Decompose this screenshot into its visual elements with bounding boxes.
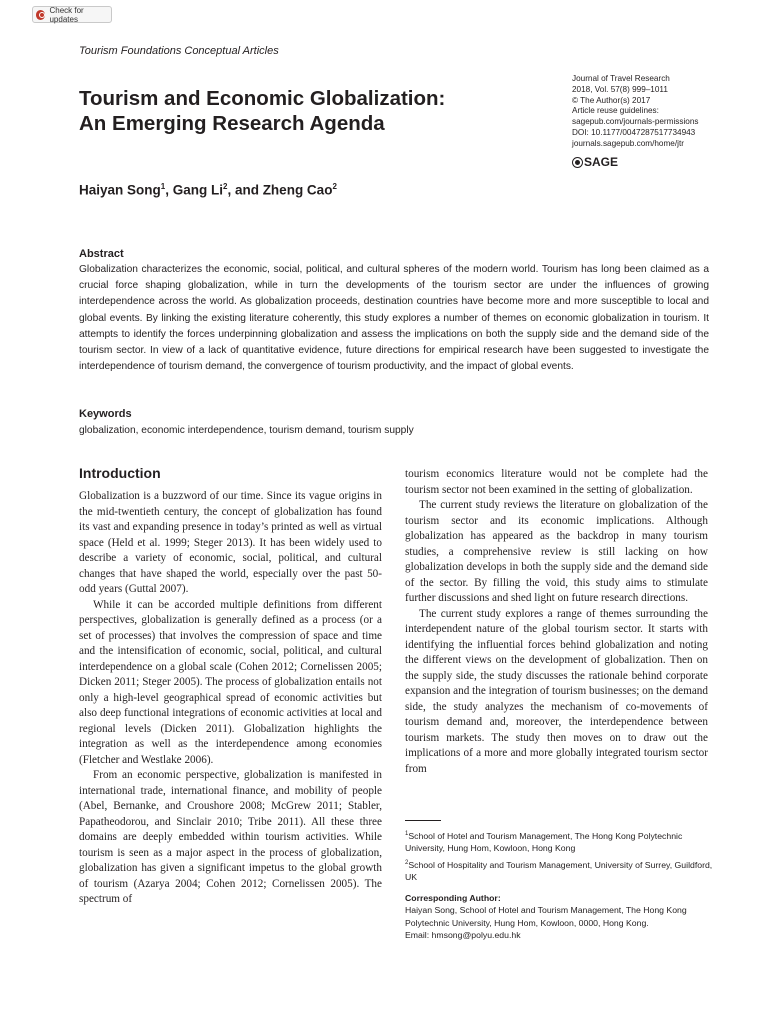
abstract-text: Globalization characterizes the economic, social, political, and cultural spheres of the modern world. Tourism has long been claimed as a crucial force shaping globalization, while in turn the developments of the tourism sector are under the influences of growing interdependence across the world. As globalization proceeds, destination countries have become more and more susceptible to local and global events. By linking the existing literature coherently, this study explores a number of themes on economic globalization in tourism. It attempts to identify the forces underpinning globalization and assess the implications on both the supply side and the demand side of the tourism sector. In view of a lack of quantitative evidence, future directions for empirical research have been suggested to investigate the interdependence of tourism demand, the convergence of tourism productivity, and the impact of global events. [79,264,709,373]
footnotes [405,828,715,942]
footnote-1 [405,828,715,855]
doi[interactable]: DOI: 10.1177/0047287517734943 [572,127,696,137]
paragraph: While it can be accorded multiple definitions from different perspectives, globalization is generally defined as a process (or a set of processes) that involves the compression of space and time and the intensification of economic, social, political, and cultural interdependence on a global scale (Cohen 2012; Cornelissen 2005; Dicken 2011; Steger 2005). The process of globalization entails not only a high-level geographical spread of economic activities but also deep functional integrations of economic activities at local and regional levels (Dicken 2011). Globalization highlights the integration as well as the interdependence among economies (Fletcher and Westlake 2006). [79,598,382,766]
paragraph: tourism economics literature would not be complete had the tourism sector not been examined in the setting of globalization. [405,468,708,496]
reuse-guidelines-label: Article reuse guidelines: [572,106,659,116]
journal-name: Journal of Travel Research [572,74,670,83]
check-for-updates-label: Check for updates [49,5,84,24]
corresponding-email[interactable]: Email: hmsong@polyu.edu.hk [405,930,521,941]
footnote-2-mark: 2 [405,859,409,866]
sage-mark-icon [572,157,583,168]
copyright: © The Author(s) 2017 [572,95,651,105]
footnote-divider [405,820,441,821]
author-3: , and Zheng Cao [227,182,333,198]
title-line-2: An Emerging Research Agenda [79,112,385,135]
section-label: Tourism Foundations Conceptual Articles [79,45,279,57]
permissions-link[interactable]: sagepub.com/journals-permissions [572,117,699,127]
journal-home-link[interactable]: journals.sagepub.com/home/jtr [572,138,684,148]
paragraph: The current study explores a range of themes surrounding the interdependent nature of the global tourism sector. It starts with identifying the influential forces behind globalization and noting the different views on the development of globalization. Then on the supply side, the study discusses the rationale behind corporate expansion and the integration of tourism businesses; on the demand side, the study analyzes the mechanism of co-movements of tourism demand and, moreover, the interdependence between tourism markets. The study then moves on to draw out the implications of a more and more globally integrated tourism sector from [405,607,708,775]
keywords-heading: Keywords [79,408,132,420]
left-column [79,489,382,908]
authors [79,182,337,198]
article-title [79,86,549,136]
author-3-affil: 2 [332,182,337,191]
paragraph: The current study reviews the literature on globalization of the tourism sector and its economic implications. Although globalization has appeared as the backdrop in many tourism studies, a comprehensive review is still lacking on how globalization develops in both the supply side and the demand side of the sector. By filling the void, this study aims to stimulate further discussions and shed light on future research directions. [405,499,708,604]
introduction-heading: Introduction [79,465,161,481]
footnote-2-text: School of Hospitality and Tourism Management, University of Surrey, Guildford, UK [405,859,713,883]
author-2: , Gang Li [165,182,223,198]
check-for-updates-button[interactable] [32,6,112,23]
journal-info [572,74,699,150]
keywords-text: globalization, economic interdependence, tourism demand, tourism supply [79,425,414,436]
author-1: Haiyan Song [79,182,161,198]
footnote-1-mark: 1 [405,831,409,837]
title-line-1: Tourism and Economic Globalization: [79,87,446,110]
update-badge-icon [36,10,45,20]
journal-volume: 2018, Vol. 57(8) 999–1011 [572,84,668,94]
author-1-affil: 1 [160,182,166,191]
publisher-name: SAGE [584,155,619,169]
footnote-2 [405,857,715,884]
right-column [405,467,708,777]
footnote-1-text: School of Hotel and Tourism Management, The Hong Kong Polytechnic University, Hung Hom, Kowloon, Hong Kong [405,830,683,854]
author-2-affil: 2 [222,182,228,191]
paragraph: Globalization is a buzzword of our time. Since its vague origins in the mid-twentieth century, the concept of globalization has found its vast and expanding presence in today’s printed as well as virtual space (Held et al. 1999; Steger 2013). It has been widely used to describe a variety of economic, social, political, and cultural changes that have shaped the world, especially over the past 50-odd years (Guttal 2007). [79,490,382,595]
corresponding-author-text: Haiyan Song, School of Hotel and Tourism Management, The Hong Kong Polytechnic University, Hung Hom, Kowloon, 0000, Hong Kong. [405,905,687,928]
corresponding-author-heading: Corresponding Author: [405,892,501,903]
abstract-heading: Abstract [79,248,124,260]
sage-logo [572,155,618,169]
paragraph: From an economic perspective, globalization is manifested in international trade, international finance, and mobility of people (Abel, Bernanke, and Croushore 2008; McGrew 2011; Stabler, Papatheodorou, and Sinclair 2010; Tribe 2011). All these three domains are deeply embedded within tourism activities. While tourism is seen as a major aspect in the process of globalization, globalization has given a significant impetus to the global growth of tourism (Azarya 2004; Cohen 2012; Cornelissen 2005). The spectrum of [79,769,382,905]
